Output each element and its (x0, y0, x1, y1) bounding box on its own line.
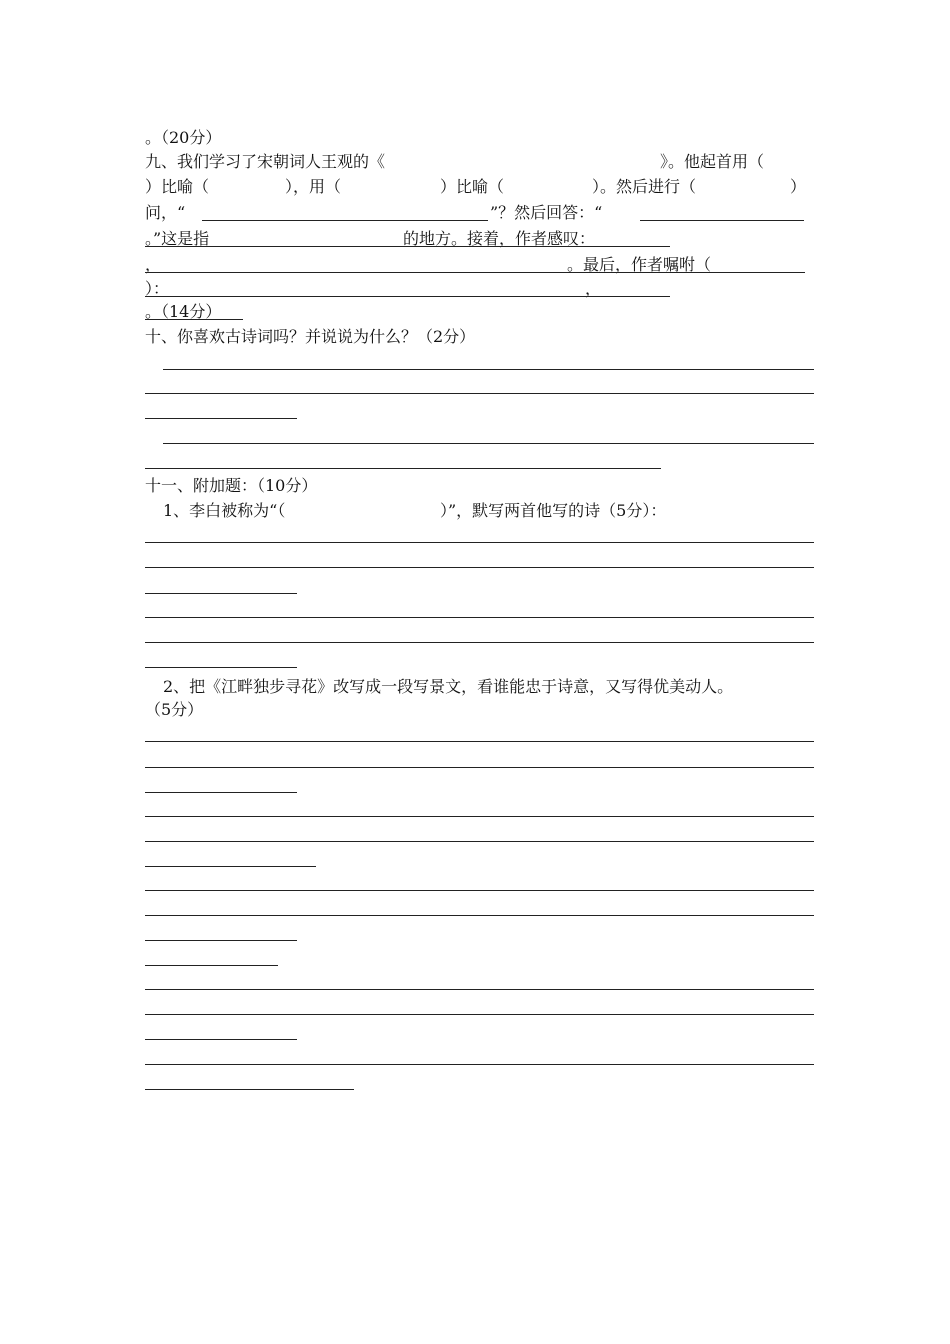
q11-p2-answer-line[interactable] (145, 816, 814, 817)
q9-score: 。（14分） (145, 302, 222, 321)
q9-line2-text-c: ）比喻（ (440, 177, 505, 196)
q9-line6-text-b: ， (585, 279, 602, 298)
q10-answer-line[interactable] (145, 468, 661, 469)
q11-p2-answer-line[interactable] (145, 890, 814, 891)
q9-blank-sigh[interactable] (145, 272, 805, 273)
q11-p2-answer-line[interactable] (145, 965, 278, 966)
q9-blank-place[interactable] (145, 246, 670, 247)
q9-line6-text-a: ）： (145, 279, 170, 298)
q11-p1-answer-line[interactable] (145, 667, 297, 668)
q11-p2-answer-line[interactable] (145, 841, 814, 842)
q11-p1-text-b: ）”，默写两首他写的诗（5分）： (440, 501, 667, 520)
q11-p1-answer-line[interactable] (145, 542, 814, 543)
q10-answer-line[interactable] (163, 369, 814, 370)
q11-p2-text: 2、把《江畔独步寻花》改写成一段写景文，看谁能忠于诗意，又写得优美动人。 (163, 677, 734, 696)
q9-line1-text-b: 》。他起首用（ (660, 152, 765, 171)
q9-line2-text-a: ）比喻（ (145, 177, 210, 196)
q10-answer-line[interactable] (163, 443, 814, 444)
q10-answer-line[interactable] (145, 393, 814, 394)
q9-blank-question[interactable] (202, 220, 488, 221)
q11-p2-score: （5分） (145, 700, 204, 719)
q11-p1-answer-line[interactable] (145, 617, 814, 618)
q11-p2-answer-line[interactable] (145, 767, 814, 768)
q11-p2-answer-line[interactable] (145, 1064, 814, 1065)
q9-line2-text-b: ），用（ (285, 177, 342, 196)
q9-line3-text-b: ”？然后回答：“ (490, 203, 603, 222)
q11-p1-answer-line[interactable] (145, 567, 814, 568)
q11-p1-answer-line[interactable] (145, 593, 297, 594)
q10-answer-line[interactable] (145, 418, 297, 419)
q9-line1-text-a: 九、我们学习了宋朝词人王观的《 (145, 152, 386, 171)
q11-p2-answer-line[interactable] (145, 866, 316, 867)
q9-line3-text-a: 问，“ (145, 203, 186, 222)
q9-blank-advice[interactable] (145, 296, 670, 297)
q8-score: 。（20分） (145, 128, 222, 147)
q11-p2-answer-line[interactable] (145, 741, 814, 742)
q9-score-underline (145, 319, 243, 320)
q9-blank-answer[interactable] (640, 220, 804, 221)
q9-line5-text-a: ， (145, 255, 162, 274)
q9-line4-text-b: 的地方。接着，作者感叹： (403, 229, 596, 248)
q9-line2-text-e: ） (790, 177, 807, 196)
q11-p2-answer-line[interactable] (145, 989, 814, 990)
q9-line5-text-b: 。最后，作者嘱咐（ (567, 255, 712, 274)
q10-title: 十、你喜欢古诗词吗？并说说为什么？（2分） (145, 327, 476, 346)
q11-title: 十一、附加题：（10分） (145, 476, 318, 495)
q11-p2-answer-line[interactable] (145, 1014, 814, 1015)
q11-p2-answer-line[interactable] (145, 1039, 297, 1040)
q11-p1-answer-line[interactable] (145, 642, 814, 643)
q11-p2-answer-line[interactable] (145, 940, 297, 941)
q11-p1-text-a: 1、李白被称为“（ (163, 501, 286, 520)
q9-line2-text-d: ）。然后进行（ (592, 177, 697, 196)
q11-p2-answer-line[interactable] (145, 915, 814, 916)
q11-p2-answer-line[interactable] (145, 1089, 354, 1090)
q9-line4-text-a: 。”这是指 (145, 229, 210, 248)
q11-p2-answer-line[interactable] (145, 792, 297, 793)
